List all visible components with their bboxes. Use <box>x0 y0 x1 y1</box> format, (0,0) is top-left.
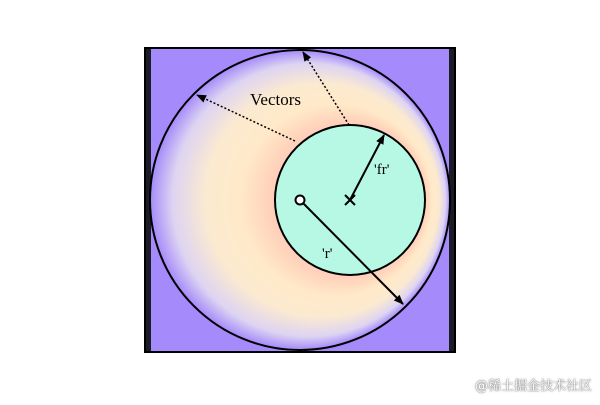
r-label: 'r' <box>322 246 333 262</box>
center-point-marker <box>296 196 305 205</box>
vectors-label: Vectors <box>250 90 301 109</box>
fr-label: 'fr' <box>374 162 390 178</box>
site-watermark: @稀土掘金技术社区 <box>474 379 592 394</box>
